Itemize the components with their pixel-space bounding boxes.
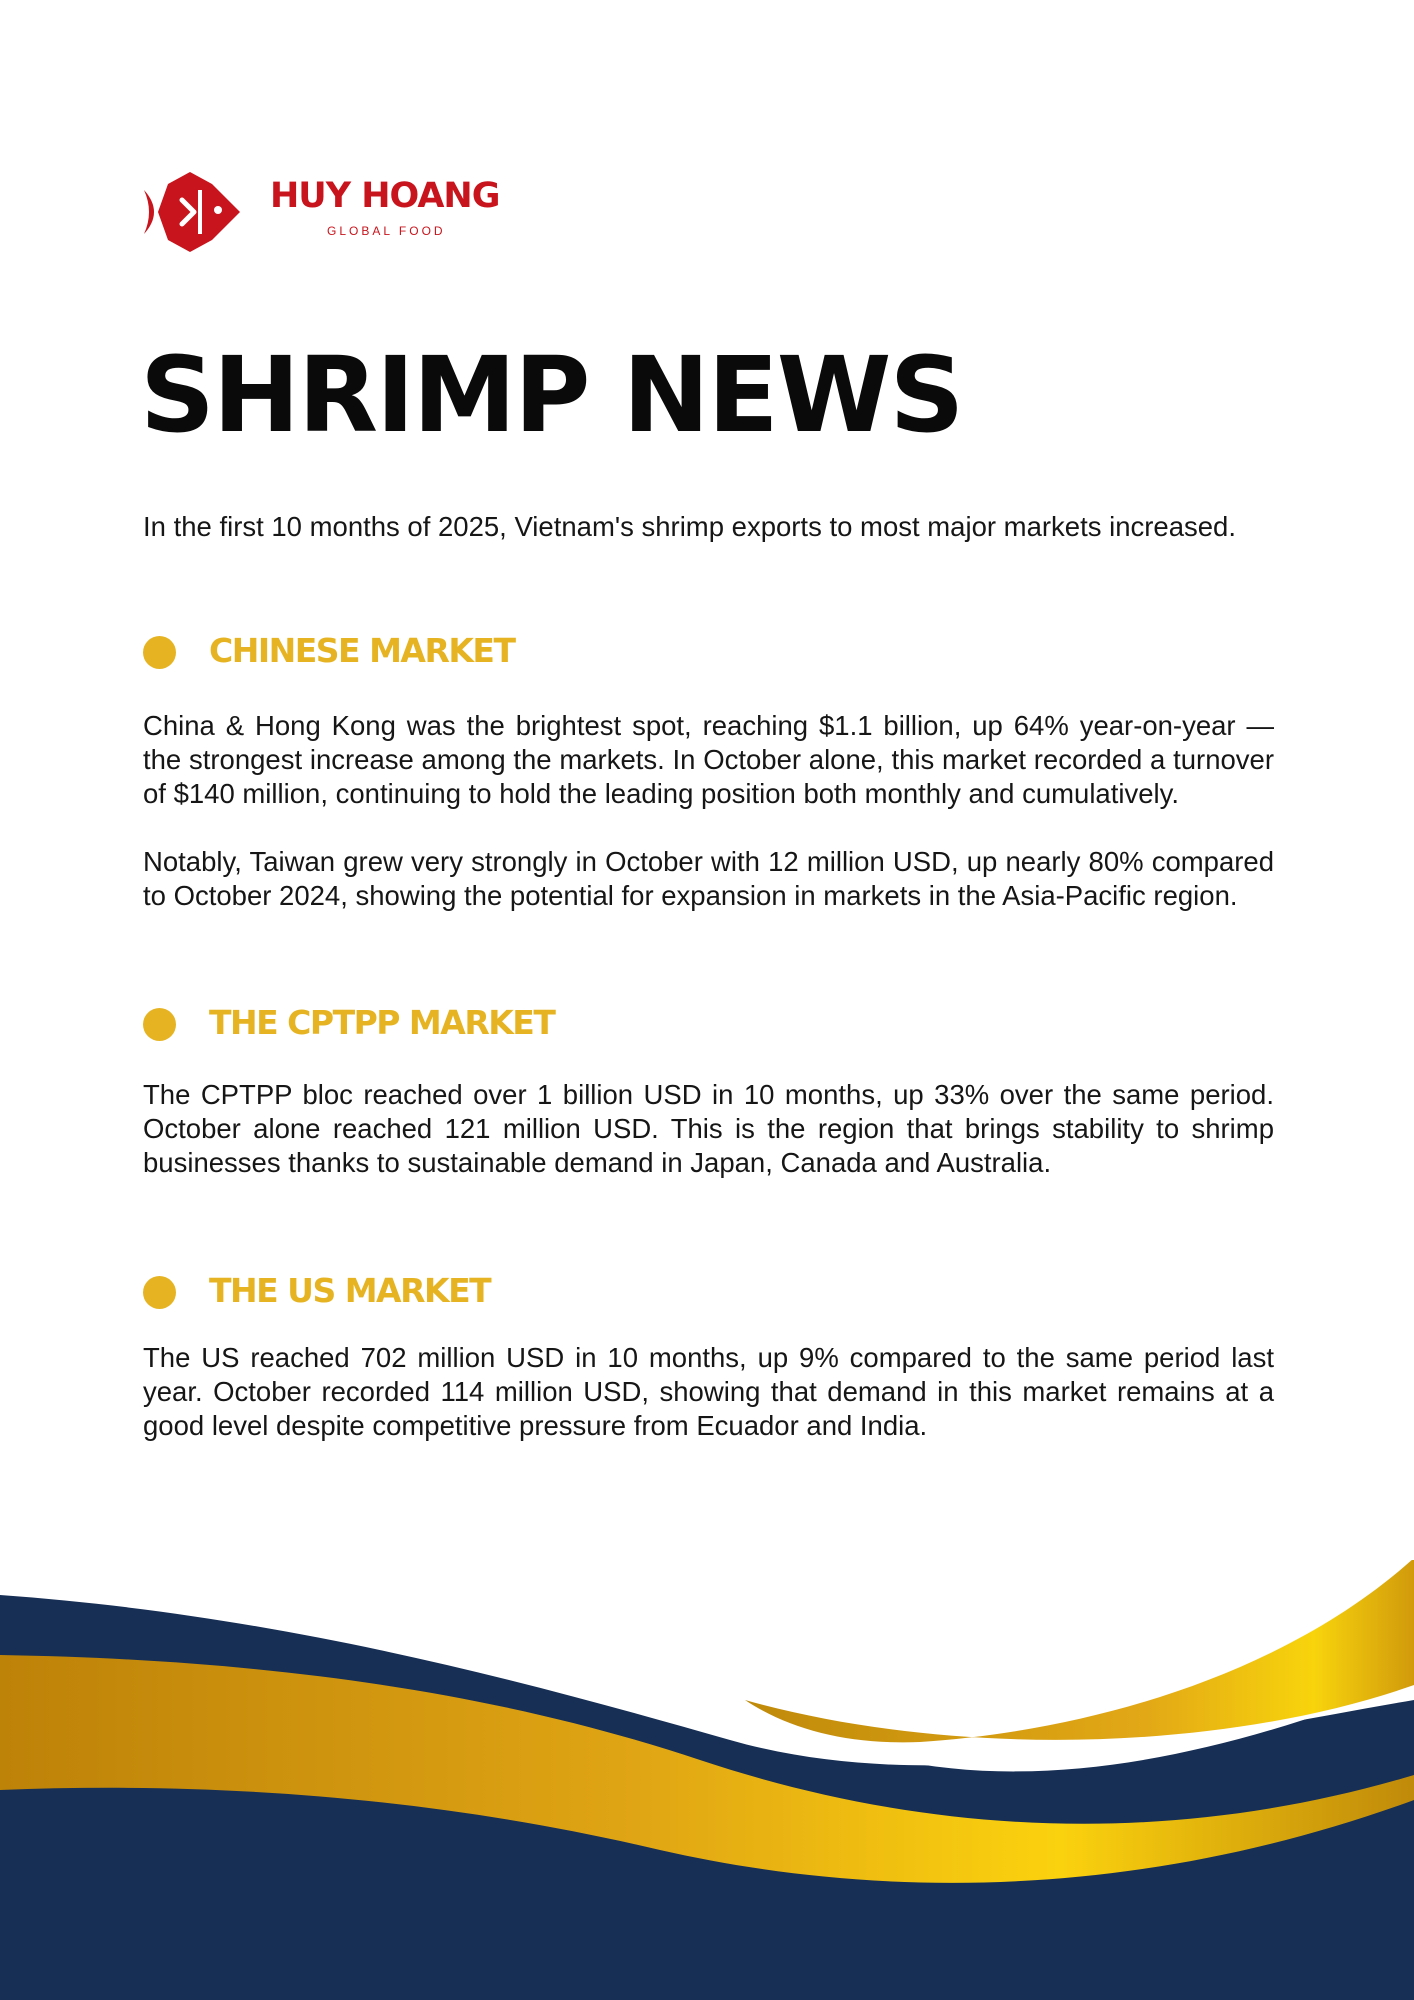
cptpp-market-paragraph: The CPTPP bloc reached over 1 billion USD in 10 months, up 33% over the same period. October alone reached 121 million USD. This is the region that brings stability to shrimp businesses thanks to sustainable demand in Japan, Canada and Australia.	[143, 1079, 1274, 1178]
brand-tagline: GLOBAL FOOD	[327, 224, 446, 238]
page-title: SHRIMP NEWS	[140, 334, 963, 456]
section-heading-us-market	[143, 1271, 943, 1311]
chinese-market-paragraph-1: China & Hong Kong was the brightest spot, reaching $1.1 billion, up 64% year-on-year — the strongest increase among the markets. In October alone, this market recorded a turnover of $140 million, continuing to hold the leading position both monthly and cumulatively.	[143, 710, 1274, 809]
us-market-paragraph: The US reached 702 million USD in 10 months, up 9% compared to the same period last year. October recorded 114 million USD, showing that demand in this market remains at a good level despite competitive pressure from Ecuador and India.	[143, 1342, 1274, 1441]
fish-logo-icon	[142, 170, 248, 254]
circle-bullet-icon	[143, 636, 176, 669]
brand-name: HUY HOANG	[270, 176, 500, 216]
circle-bullet-icon	[143, 1008, 176, 1041]
circle-bullet-icon	[143, 1276, 176, 1309]
section-title: CHINESE MARKET	[209, 631, 515, 670]
section-title: THE US MARKET	[209, 1271, 491, 1310]
section-heading-chinese-market	[143, 631, 943, 671]
intro-paragraph: In the first 10 months of 2025, Vietnam's shrimp exports to most major markets increased.	[143, 511, 1236, 542]
chinese-market-paragraph-2: Notably, Taiwan grew very strongly in October with 12 million USD, up nearly 80% compared to October 2024, showing the potential for expansion in markets in the Asia-Pacific region.	[143, 846, 1274, 911]
footer-wave-decoration	[0, 1560, 1414, 2000]
brand-logo	[142, 170, 502, 254]
section-title: THE CPTPP MARKET	[209, 1003, 555, 1042]
section-heading-cptpp-market	[143, 1003, 943, 1043]
